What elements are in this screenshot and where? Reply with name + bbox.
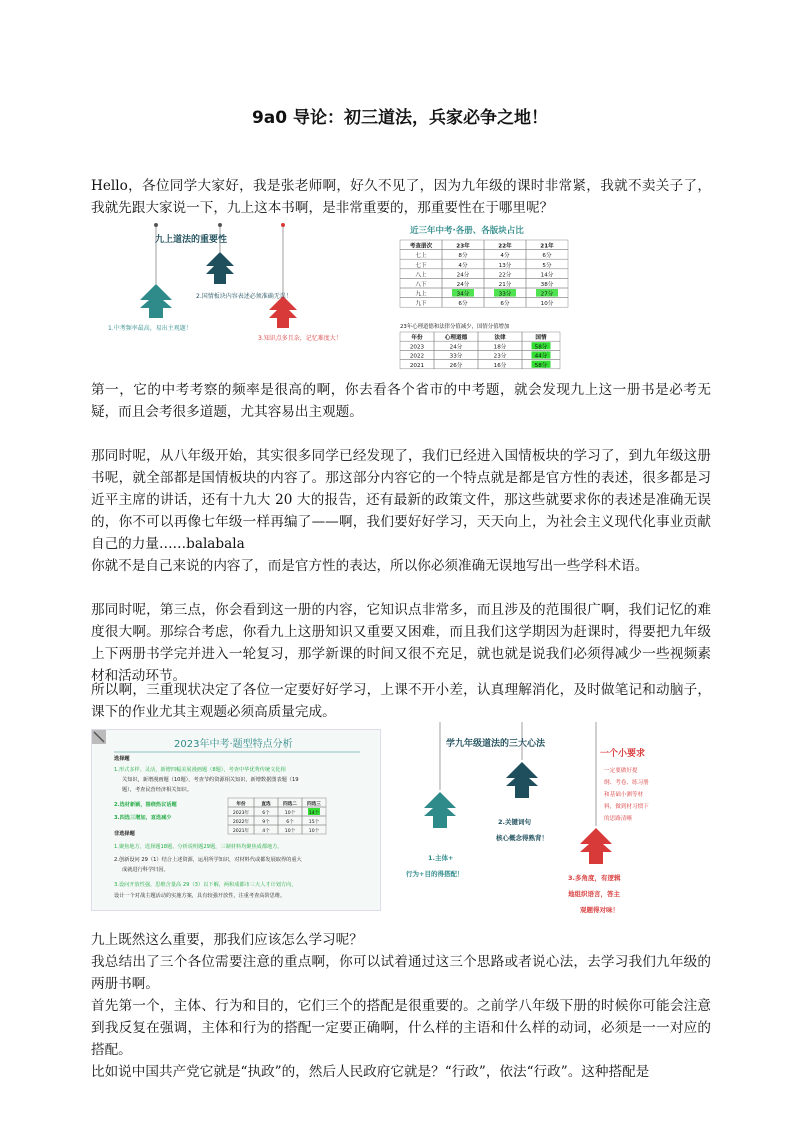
score-table-cell: 18分	[493, 344, 507, 351]
ratio-table-cell: 38分	[540, 282, 554, 288]
ratio-table-cell: 8分	[458, 253, 468, 260]
figure5-line-5: 的思路清晰	[604, 816, 632, 822]
paragraph-1: 第一，它的中考考察的频率是很高的啊，你去看各个省市的中考题，就会发现九上这一册书是必考无疑，而且会考很多道题，尤其容易出主观题。	[91, 382, 711, 420]
ratio-table-cell: 24分	[456, 272, 470, 279]
arrow-icon-dark	[206, 252, 234, 284]
figure3-line-1c: 题），考查民营经济相关知识。	[122, 787, 193, 793]
ratio-table-cell: 6分	[542, 253, 552, 260]
figure5-line-2: 纲、考卷、练习册	[604, 780, 649, 786]
ratio-table-cell: 10分	[540, 301, 554, 308]
ratio-table-cell: 34分	[456, 291, 470, 298]
figure4-method-3b: 地组织语言，答主	[568, 890, 620, 898]
figure5-line-4: 料，做到材习惯下	[604, 804, 649, 810]
figure4-method-1b: 行为+目的得搭配！	[406, 870, 464, 878]
ratio-table-cell: 七下	[415, 262, 427, 269]
ratio-table-header-cell: 22年	[498, 243, 512, 250]
figure3-line-3: 3.四选三增加，直选减少	[114, 815, 172, 821]
ratio-table-cell: 七上	[415, 253, 427, 260]
choice-table-cell: 6个	[286, 820, 294, 825]
paragraph-7: 我总结出了三个各位需要注意的重点啊，你可以试着通过这三个思路或者说心法，去学习我们九年级的两册书啊。	[91, 954, 711, 992]
exam-ratio-figure	[398, 222, 570, 370]
arrow-icon-teal-2	[424, 792, 456, 828]
figure1-item-1: 1.中考频率最高，易出主观题！	[108, 325, 192, 332]
figure2-subtitle: 23年心理道德和法律分值减少，国情分值增加	[400, 324, 510, 330]
ratio-table-cell: 13分	[498, 262, 512, 269]
figure3-sec1: 选择题	[114, 756, 130, 762]
ratio-table-cell: 八下	[415, 282, 427, 288]
score-table-cell: 23分	[493, 353, 507, 360]
ratio-table-cell: 5分	[542, 262, 552, 269]
ratio-table-cell: 八上	[415, 272, 427, 279]
figure1-item-3: 3.知识点多且杂，记忆难度大！	[258, 335, 342, 342]
figure3-sec2: 非选择题	[114, 831, 135, 837]
figure5-line-1: 一定要做好提	[604, 768, 638, 774]
arrow-icon-red-2	[580, 828, 612, 864]
figure3-title: 2023年中考·题型特点分析	[174, 739, 293, 750]
figure3-line-6b: 设计一个对战主题活动的实施方案，具有较强开放性，注重考查高阶思维。	[114, 893, 286, 899]
figure1-item-2: 2.国情板块内容表述必须准确无误！	[196, 293, 292, 300]
score-table-cell: 58分	[534, 362, 548, 369]
ratio-table-cell: 九上	[415, 291, 427, 298]
ratio-table-cell: 6分	[458, 301, 468, 308]
ratio-table-header-cell: 21年	[540, 243, 554, 250]
score-table-cell: 33分	[449, 353, 463, 360]
choice-table-cell: 2022年	[232, 820, 250, 825]
ratio-table-header-cell: 考查册次	[409, 243, 433, 250]
figure4-method-2b: 核心概念得熟背！	[496, 834, 548, 842]
figure4-title: 学九年级道法的三大心法	[446, 739, 546, 749]
score-table-header-cell: 心理道德	[444, 335, 468, 342]
ratio-table-cell: 4分	[458, 262, 468, 269]
exam-analysis-figure	[91, 729, 381, 911]
choice-table-cell: 9个	[262, 820, 270, 825]
paragraph-2: 那同时呢，从八年级开始，其实很多同学已经发现了，我们已经进入国情板块的学习了，到九年级这册书呢，就全部都是国情板块的内容了。那这部分内容它的一个特点就是都是官方性的表述，很多都是习近平主席的讲话，还有十九大 20 大的报告，还有最新的政策文件，那这些就要求你的表述是准确无误的，你不可以再像七年级一样再编了——啊，我们要好好学习，天天向上，为社会主义现代化事业贡献自己的力量……balabala	[91, 448, 711, 552]
arrow-icon-dark-2	[506, 762, 538, 798]
paragraph-4: 那同时呢，第三点，你会看到这一册的内容，它知识点非常多，而且涉及的范围很广啊，我们记忆的难度很大啊。那综合考虑，你看九上这册知识又重要又困难，而且我们这学期因为赶课时，得要把九年级上下两册书学完并进入一轮复习，那学新课的时间又很不充足，就也就是说我们必须得减少一些视频素材和活动环节。	[91, 602, 711, 684]
small-requirement-figure	[566, 722, 686, 918]
paragraph-6: 九上既然这么重要，那我们应该怎么学习呢？	[91, 932, 363, 948]
paragraph-3: 你就不是自己来说的内容了，而是官方性的表达，所以你必须准确无误地写出一些学科术语。	[91, 558, 649, 574]
three-methods-figure	[406, 722, 582, 918]
score-table-header-cell: 国情	[535, 335, 547, 342]
ratio-table-cell: 14分	[540, 272, 554, 279]
ratio-table-cell: 4分	[500, 253, 510, 260]
arrow-icon-teal	[140, 284, 172, 318]
choice-table-header-cell: 年份	[236, 802, 246, 807]
figure3-line-2: 2.选材新颖，围绕热议话题	[114, 802, 177, 808]
choice-table-cell: 10个	[284, 829, 296, 834]
figure3-line-1b: 关知识，新增漫画题（10题），考查节约资源相关知识，新增数据图表题（19	[122, 777, 299, 783]
score-table-cell: 24分	[449, 344, 463, 351]
choice-table-cell: 6个	[262, 811, 270, 816]
score-table-header-cell: 法律	[494, 335, 506, 342]
figure3-line-4: 1.聚焦地方，选择题18题、分析说明题29题，三制材料均聚焦成都地方。	[114, 844, 283, 850]
paragraph-8: 首先第一个，主体、行为和目的，它们三个的搭配是很重要的。之前学八年级下册的时候你可能会注意到我反复在强调，主体和行为的搭配一定要正确啊，什么样的主语和什么样的动词，必须是一一对应的搭配。	[91, 998, 711, 1058]
choice-table-cell: 15个	[308, 820, 320, 825]
choice-table-cell: 2021年	[232, 829, 250, 834]
score-table-cell: 16分	[493, 362, 507, 369]
paragraph-5: 所以啊，三重现状决定了各位一定要好好学习，上课不开小差，认真理解消化，及时做笔记和动脑子，课下的作业尤其主观题必须高质量完成。	[91, 682, 711, 720]
choice-table-cell: 4个	[262, 829, 270, 834]
choice-table-cell: 2023年	[232, 811, 250, 816]
figure3-line-1a: 1.形式多样、灵活，新增四幅美展漫画题（8题），考查中华优秀传统文化相	[114, 767, 286, 773]
score-table-cell: 26分	[449, 362, 463, 369]
importance-figure	[100, 222, 342, 370]
ratio-table-cell: 24分	[456, 282, 470, 288]
figure4-method-1a: 1.主体+	[428, 854, 454, 862]
figure3-line-5a: 2.创新设问 29（1）结合上述资源，运用所学知识，对材料代或都发展取得的重大	[114, 857, 302, 863]
paragraph-9: 比如说中国共产党它就是“执政”的，然后人民政府它就是？“行政”，依法“行政”。这种搭配是	[91, 1064, 650, 1080]
score-table-cell: 44分	[534, 353, 548, 360]
figure2-title: 近三年中考·各册、各版块占比	[410, 226, 524, 236]
choice-table-header-cell: 四选三	[307, 802, 321, 807]
figure3-line-6a: 3.设问开放性强，思维含量高 29（3）以下解，两和成都市三大人才计划方向，	[114, 882, 297, 888]
page-title: 9a0 导论：初三道法，兵家必争之地！	[251, 108, 549, 128]
figure4-method-2a: 2.关键词句	[498, 818, 531, 826]
choice-table-cell: 10个	[284, 811, 296, 816]
score-table-cell: 2022	[409, 353, 425, 360]
figure5-line-3: 和基础小测等材	[604, 792, 644, 798]
choice-table-cell: 14个	[308, 811, 320, 816]
choice-table-header-cell: 四选二	[283, 802, 297, 807]
figure3-line-5b: 成就进行科学归因。	[122, 867, 169, 873]
figure5-title: 一个小要求	[600, 749, 646, 759]
ratio-table-cell: 27分	[540, 291, 554, 298]
figure1-title: 九上道法的重要性	[155, 235, 228, 245]
figure4-method-3c: 观题得对味！	[580, 906, 619, 914]
ratio-table-header-cell: 23年	[456, 243, 470, 250]
score-table-cell: 2021	[409, 362, 425, 369]
ratio-table-cell: 九下	[415, 301, 427, 308]
figure4-method-3a: 3.多角度，有逻辑	[568, 874, 621, 882]
ratio-table-cell: 6分	[500, 301, 510, 308]
score-table-cell: 58分	[534, 344, 548, 351]
score-table-header-cell: 年份	[411, 335, 423, 342]
paragraph-intro: Hello，各位同学大家好，我是张老师啊，好久不见了，因为九年级的课时非常紧，我就不卖关子了，我就先跟大家说一下，九上这本书啊，是非常重要的，那重要性在于哪里呢？	[91, 178, 711, 216]
score-table-cell: 2023	[409, 344, 425, 351]
ratio-table-cell: 21分	[498, 282, 512, 288]
arrow-icon-red	[269, 296, 297, 328]
choice-table-cell: 10个	[308, 829, 320, 834]
ratio-table-cell: 22分	[498, 272, 512, 279]
choice-table-header-cell: 直选	[261, 802, 271, 807]
ratio-table-cell: 33分	[498, 291, 512, 298]
